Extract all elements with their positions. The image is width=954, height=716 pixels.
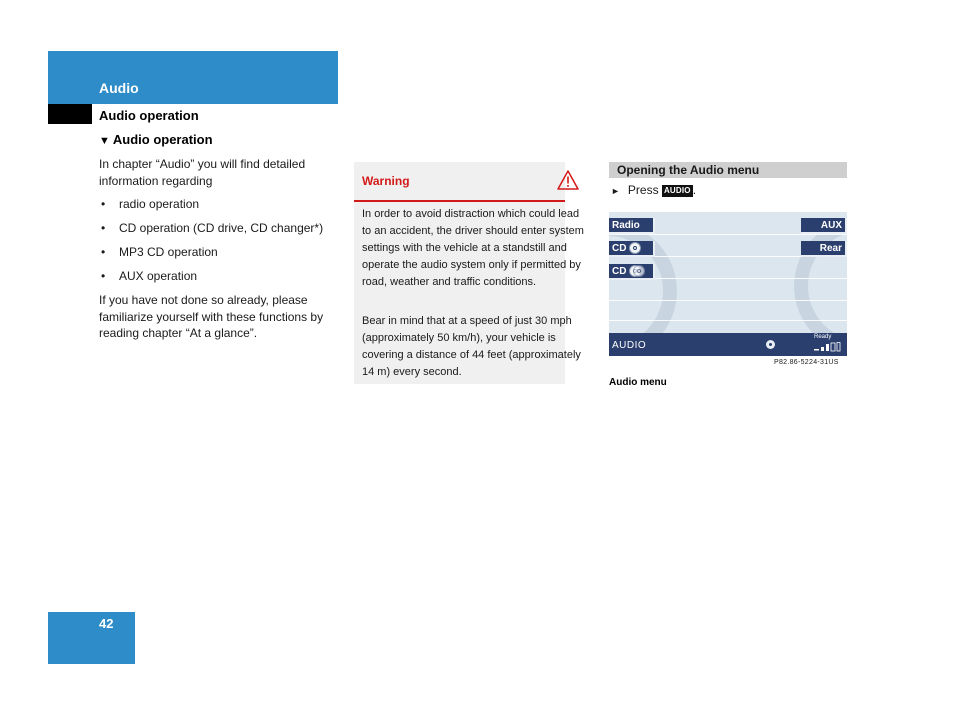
list-item xyxy=(99,244,349,268)
subsection-title: Opening the Audio menu xyxy=(617,163,760,177)
screen-gridline xyxy=(609,320,847,321)
screen-status-label: AUDIO xyxy=(612,340,647,351)
screen-button-label: Radio xyxy=(612,220,640,231)
instruction-text: Press xyxy=(627,183,659,197)
section-marker xyxy=(48,104,92,124)
list-item-text: AUX operation xyxy=(119,269,198,283)
screen-gridline xyxy=(609,300,847,301)
screen-button-cd xyxy=(609,241,655,257)
screen-button-label: Rear xyxy=(819,243,842,254)
list-item-text: radio operation xyxy=(119,197,200,211)
figure-code: P82.86-5224-31US xyxy=(774,359,839,366)
section-title: Audio operation xyxy=(99,108,199,123)
audio-menu-screen xyxy=(609,212,847,356)
screen-button-rear xyxy=(801,241,847,257)
figure-caption: Audio menu xyxy=(609,377,667,388)
screen-button-label: CD xyxy=(612,266,627,277)
instruction-step xyxy=(611,182,696,199)
screen-gridline xyxy=(609,234,847,235)
ready-label: Ready xyxy=(814,334,832,340)
signal-strength-icon xyxy=(814,342,844,352)
screen-button-label: AUX xyxy=(820,220,842,231)
warning-label: Warning xyxy=(362,174,410,188)
closing-paragraph: If you have not done so already, please familiarize yourself with these functions by reading chapter “At a glance”. xyxy=(99,293,324,340)
screen-button-aux xyxy=(801,218,847,234)
disc-icon xyxy=(766,340,775,349)
bullet-icon: • xyxy=(101,221,106,235)
warning-paragraph: Bear in mind that at a speed of just 30 mph (approximately 50 km/h), your vehicle is covering a distance of 44 feet (approximately 14 m) every second. xyxy=(362,315,581,378)
screen-button-radio xyxy=(609,218,655,234)
page-number-tab xyxy=(48,612,135,664)
list-item xyxy=(99,196,349,220)
bullet-icon: • xyxy=(101,197,106,211)
topic-list xyxy=(99,196,349,292)
chapter-title: Audio xyxy=(99,80,139,96)
intro-paragraph: In chapter “Audio” you will find detailed information regarding xyxy=(99,157,306,188)
screen-button-cd-changer xyxy=(609,264,655,280)
page-number: 42 xyxy=(99,616,114,631)
list-item xyxy=(99,220,349,244)
list-item-text: MP3 CD operation xyxy=(119,245,218,259)
warning-divider xyxy=(354,200,565,202)
bullet-icon: • xyxy=(101,269,106,283)
cd-icon xyxy=(629,242,641,254)
sub-heading-text: Audio operation xyxy=(112,132,213,147)
sub-heading xyxy=(99,132,213,147)
chapter-header-tab xyxy=(48,51,338,104)
warning-paragraph: In order to avoid distraction which could lead to an accident, the driver should enter system settings with the vehicle at a standstill and operate the audio system only if permitted by road, weather and traffic conditions. xyxy=(362,208,584,288)
bullet-icon: • xyxy=(101,245,106,259)
step-arrow-icon: ► xyxy=(611,186,620,196)
list-item-text: CD operation (CD drive, CD changer*) xyxy=(119,221,324,235)
instruction-suffix: . xyxy=(692,183,697,197)
triangle-down-icon: ▼ xyxy=(99,135,110,147)
audio-key-icon: AUDIO xyxy=(663,185,691,195)
screen-button-label: CD xyxy=(612,243,627,254)
warning-triangle-icon xyxy=(557,170,579,195)
list-item xyxy=(99,268,349,292)
screen-status-bar xyxy=(609,333,847,356)
cd-changer-icon xyxy=(633,265,645,277)
